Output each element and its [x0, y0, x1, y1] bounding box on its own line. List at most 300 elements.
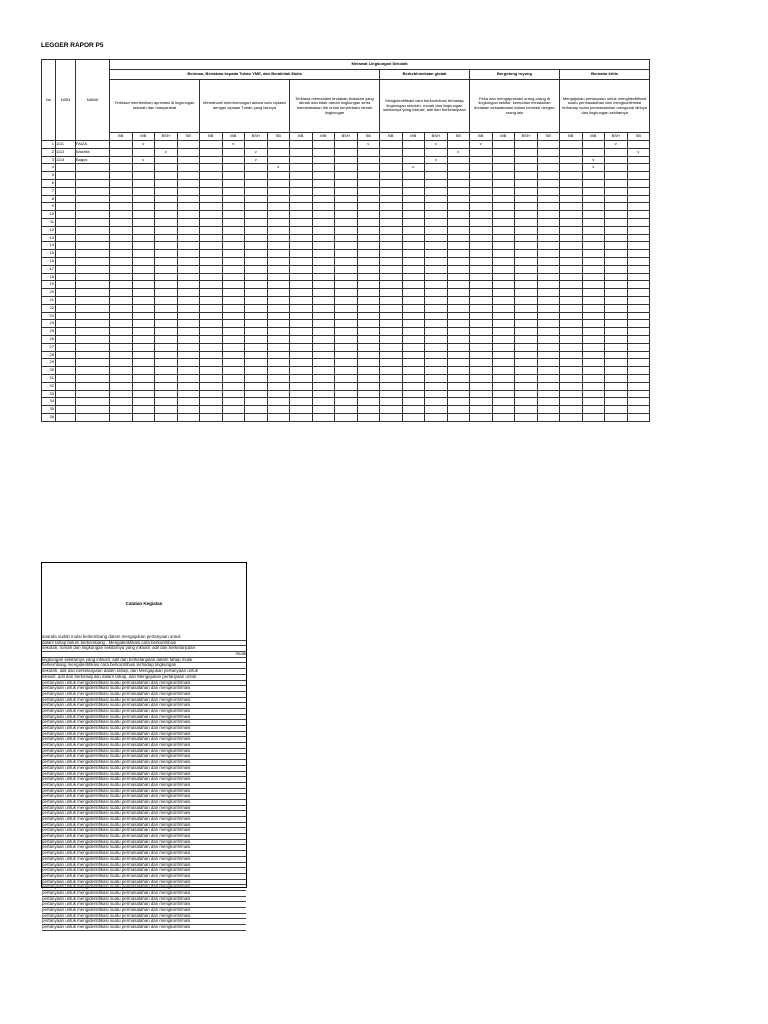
cell-mark [380, 312, 403, 320]
cell-mark [110, 242, 133, 250]
cell-mark [425, 320, 448, 328]
header-no: No [42, 60, 56, 141]
cell-mark [357, 164, 380, 172]
cell-mark [402, 312, 425, 320]
note-line: pertanyaan untuk mengidentifikasi suatu permasalahan dan mengkonfirmasi [42, 703, 246, 709]
cell-mark [627, 335, 650, 343]
cell-mark [245, 398, 268, 406]
cell-nisn [56, 320, 76, 328]
cell-mark [290, 335, 313, 343]
cell-mark [177, 242, 200, 250]
cell-mark [357, 374, 380, 382]
note-line: pertanyaan untuk mengidentifikasi suatu permasalahan dan mengkonfirmasi [42, 692, 246, 698]
cell-mark [290, 265, 313, 273]
cell-nisn [56, 172, 76, 180]
cell-mark [222, 234, 245, 242]
cell-mark [222, 242, 245, 250]
cell-mark [402, 273, 425, 281]
note-line: pertanyaan untuk mengidentifikasi suatu permasalahan dan mengkonfirmasi [42, 828, 246, 834]
cell-mark [515, 359, 538, 367]
table-row [42, 328, 650, 336]
cell-mark [222, 273, 245, 281]
cell-mark [627, 195, 650, 203]
cell-nisn [56, 359, 76, 367]
cell-mark [470, 406, 493, 414]
cell-mark [470, 218, 493, 226]
cell-mark [200, 141, 223, 149]
cell-mark [560, 312, 583, 320]
cell-mark [357, 234, 380, 242]
cell-mark [312, 343, 335, 351]
cell-mark [245, 226, 268, 234]
cell-mark [447, 351, 470, 359]
cell-mark [560, 406, 583, 414]
cell-mark [447, 335, 470, 343]
cell-mark [447, 328, 470, 336]
cell-no: 35 [42, 406, 56, 414]
cell-mark [470, 343, 493, 351]
cell-nama [76, 343, 110, 351]
cell-mark [402, 187, 425, 195]
cell-mark [222, 187, 245, 195]
note-line: pertanyaan untuk mengidentifikasi suatu permasalahan dan mengkonfirmasi [42, 919, 246, 925]
cell-nisn: 1111 [56, 141, 76, 149]
cell-mark [245, 296, 268, 304]
cell-mark [627, 304, 650, 312]
cell-mark [177, 156, 200, 164]
cell-mark [627, 234, 650, 242]
cell-mark [177, 413, 200, 421]
cell-mark [605, 335, 628, 343]
cell-mark [110, 367, 133, 375]
cell-mark [155, 141, 178, 149]
cell-mark [470, 273, 493, 281]
cell-no: 34 [42, 398, 56, 406]
note-line: pertanyaan untuk mengidentifikasi suatu permasalahan dan mengkonfirmasi [42, 777, 246, 783]
cell-mark [605, 234, 628, 242]
cell-mark [537, 148, 560, 156]
cell-mark [110, 413, 133, 421]
cell-mark [267, 195, 290, 203]
cell-mark [425, 382, 448, 390]
cell-mark [515, 195, 538, 203]
cell-mark [177, 141, 200, 149]
cell-mark [425, 374, 448, 382]
cell-no: 19 [42, 281, 56, 289]
cell-mark [200, 312, 223, 320]
cell-mark [537, 351, 560, 359]
cell-mark [627, 351, 650, 359]
cell-mark [447, 234, 470, 242]
header-level: BB [110, 133, 133, 141]
cell-mark [560, 148, 583, 156]
cell-mark [627, 218, 650, 226]
cell-mark [200, 148, 223, 156]
cell-mark [515, 265, 538, 273]
cell-mark [605, 273, 628, 281]
cell-mark [245, 281, 268, 289]
cell-mark [380, 195, 403, 203]
notes-title: Catatan Kegiatan [125, 601, 163, 606]
cell-nisn [56, 242, 76, 250]
cell-mark [290, 218, 313, 226]
cell-mark [515, 390, 538, 398]
cell-mark [335, 390, 358, 398]
note-line: pertanyaan untuk mengidentifikasi suatu permasalahan dan mengkonfirmasi [42, 925, 246, 931]
cell-mark [425, 273, 448, 281]
cell-mark [492, 359, 515, 367]
cell-mark [267, 289, 290, 297]
cell-mark [222, 374, 245, 382]
cell-mark [537, 289, 560, 297]
cell-mark [335, 218, 358, 226]
cell-mark [380, 164, 403, 172]
cell-mark [312, 156, 335, 164]
cell-mark [380, 382, 403, 390]
note-line: lingkungan sekitarnya yang inklusif, adil dan berkelanjutan dalam tahap mulai [42, 658, 246, 664]
cell-mark [605, 257, 628, 265]
header-dimension: Berkebhinekaan global [380, 70, 470, 80]
cell-mark [132, 328, 155, 336]
cell-mark [537, 304, 560, 312]
cell-mark [177, 187, 200, 195]
cell-mark [155, 367, 178, 375]
cell-mark [177, 289, 200, 297]
cell-mark [470, 312, 493, 320]
cell-mark [605, 304, 628, 312]
cell-mark [627, 281, 650, 289]
cell-mark [605, 218, 628, 226]
table-row [42, 148, 650, 156]
cell-mark [155, 359, 178, 367]
cell-mark [110, 320, 133, 328]
table-row [42, 179, 650, 187]
cell-mark [605, 242, 628, 250]
cell-mark [515, 343, 538, 351]
cell-no: 13 [42, 234, 56, 242]
cell-mark [515, 250, 538, 258]
cell-nama [76, 257, 110, 265]
cell-mark [245, 234, 268, 242]
cell-mark [335, 156, 358, 164]
cell-mark [515, 413, 538, 421]
cell-mark [560, 203, 583, 211]
cell-mark [582, 390, 605, 398]
cell-mark [447, 156, 470, 164]
cell-mark [357, 187, 380, 195]
cell-mark [627, 226, 650, 234]
cell-mark [357, 211, 380, 219]
table-row [42, 195, 650, 203]
cell-no: 21 [42, 296, 56, 304]
cell-mark [312, 218, 335, 226]
cell-mark [177, 328, 200, 336]
table-row [42, 164, 650, 172]
cell-mark [515, 289, 538, 297]
header-level: SB [177, 133, 200, 141]
cell-mark [177, 164, 200, 172]
cell-mark [492, 273, 515, 281]
note-line: pertanyaan untuk mengidentifikasi suatu permasalahan dan mengkonfirmasi [42, 845, 246, 851]
cell-mark [312, 172, 335, 180]
cell-mark [290, 141, 313, 149]
cell-no: 12 [42, 226, 56, 234]
note-line: pertanyaan untuk mengidentifikasi suatu permasalahan dan mengkonfirmasi [42, 766, 246, 772]
cell-mark [245, 164, 268, 172]
cell-mark [357, 242, 380, 250]
cell-mark [110, 390, 133, 398]
cell-mark [627, 242, 650, 250]
cell-mark [402, 203, 425, 211]
cell-nama [76, 172, 110, 180]
cell-mark [515, 148, 538, 156]
notes-lines [42, 635, 246, 931]
cell-mark [155, 211, 178, 219]
cell-mark [267, 156, 290, 164]
cell-mark [582, 320, 605, 328]
cell-nisn [56, 312, 76, 320]
note-line: pertanyaan untuk mengidentifikasi suatu permasalahan dan mengkonfirmasi [42, 698, 246, 704]
cell-mark [245, 273, 268, 281]
cell-nisn: 1114 [56, 156, 76, 164]
cell-mark [200, 374, 223, 382]
cell-mark [267, 211, 290, 219]
cell-mark [245, 179, 268, 187]
cell-mark [560, 320, 583, 328]
cell-mark [447, 179, 470, 187]
header-dimension: Bergotong royong [470, 70, 560, 80]
cell-mark [132, 367, 155, 375]
cell-mark [470, 172, 493, 180]
cell-mark [177, 312, 200, 320]
cell-mark [582, 281, 605, 289]
cell-mark [515, 304, 538, 312]
cell-mark [155, 242, 178, 250]
cell-mark [605, 289, 628, 297]
cell-mark [357, 148, 380, 156]
cell-mark [267, 312, 290, 320]
cell-mark [155, 250, 178, 258]
cell-mark [290, 413, 313, 421]
note-line: pertanyaan untuk mengidentifikasi suatu permasalahan dan mengkonfirmasi [42, 823, 246, 829]
cell-mark [132, 226, 155, 234]
cell-mark [110, 406, 133, 414]
cell-mark [447, 265, 470, 273]
note-line: pertanyaan untuk mengidentifikasi suatu permasalahan dan mengkonfirmasi [42, 783, 246, 789]
cell-mark [177, 382, 200, 390]
cell-mark [110, 179, 133, 187]
cell-mark [335, 328, 358, 336]
cell-mark [312, 226, 335, 234]
cell-nisn [56, 289, 76, 297]
cell-nisn [56, 382, 76, 390]
cell-mark [537, 359, 560, 367]
cell-mark [335, 265, 358, 273]
cell-mark [222, 398, 245, 406]
cell-mark [582, 226, 605, 234]
note-line: pertanyaan untuk mengidentifikasi suatu permasalahan dan mengkonfirmasi [42, 743, 246, 749]
cell-mark [110, 257, 133, 265]
cell-mark [492, 148, 515, 156]
cell-no: 3 [42, 156, 56, 164]
cell-mark [290, 164, 313, 172]
cell-mark [245, 374, 268, 382]
cell-mark [110, 343, 133, 351]
cell-mark [200, 413, 223, 421]
cell-nisn [56, 351, 76, 359]
cell-mark [290, 242, 313, 250]
cell-nisn [56, 328, 76, 336]
cell-mark [380, 335, 403, 343]
cell-mark [582, 343, 605, 351]
cell-mark [290, 398, 313, 406]
cell-mark [605, 172, 628, 180]
cell-mark [425, 335, 448, 343]
cell-mark [425, 179, 448, 187]
cell-mark [560, 289, 583, 297]
cell-mark [402, 281, 425, 289]
note-line: pertanyaan untuk mengidentifikasi suatu permasalahan dan mengkonfirmasi [42, 851, 246, 857]
cell-mark [402, 289, 425, 297]
cell-mark [335, 312, 358, 320]
cell-mark [470, 296, 493, 304]
cell-mark [155, 398, 178, 406]
cell-nama [76, 328, 110, 336]
cell-mark [492, 226, 515, 234]
cell-mark [200, 257, 223, 265]
header-level: SB [627, 133, 650, 141]
cell-no: 33 [42, 390, 56, 398]
cell-mark [290, 328, 313, 336]
cell-mark [492, 406, 515, 414]
table-row [42, 382, 650, 390]
cell-no: 27 [42, 343, 56, 351]
cell-mark [447, 382, 470, 390]
table-row [42, 242, 650, 250]
cell-mark [582, 398, 605, 406]
header-subelement: Mengidentifikasi cara berkontribusi terhadap lingkungan sekolah, rumah dan lingkungan sekitarnya yang inklusif, adil dan berkelanjutan [380, 80, 470, 133]
cell-mark [155, 413, 178, 421]
cell-mark [380, 179, 403, 187]
cell-mark [605, 328, 628, 336]
cell-mark [290, 351, 313, 359]
cell-mark [222, 226, 245, 234]
cell-mark [582, 242, 605, 250]
cell-mark [222, 335, 245, 343]
cell-mark [380, 296, 403, 304]
cell-mark [402, 156, 425, 164]
cell-mark [177, 203, 200, 211]
cell-mark [492, 304, 515, 312]
cell-mark [312, 187, 335, 195]
cell-mark [380, 398, 403, 406]
cell-mark [312, 141, 335, 149]
cell-no: 31 [42, 374, 56, 382]
cell-nama [76, 367, 110, 375]
cell-mark [222, 359, 245, 367]
note-line: pertanyaan untuk mengidentifikasi suatu permasalahan dan mengkonfirmasi [42, 817, 246, 823]
cell-mark [312, 374, 335, 382]
document-title: LEGGER RAPOR P5 [41, 42, 104, 49]
cell-mark [177, 359, 200, 367]
cell-mark [245, 359, 268, 367]
cell-mark [155, 226, 178, 234]
cell-mark [582, 234, 605, 242]
cell-mark [537, 179, 560, 187]
cell-nama [76, 265, 110, 273]
cell-mark [200, 328, 223, 336]
cell-mark [200, 242, 223, 250]
note-line: pertanyaan untuk mengidentifikasi suatu permasalahan dan mengkonfirmasi [42, 789, 246, 795]
cell-mark [470, 211, 493, 219]
cell-mark [627, 382, 650, 390]
cell-mark [110, 195, 133, 203]
cell-mark [447, 343, 470, 351]
cell-mark [402, 141, 425, 149]
header-level: MB [132, 133, 155, 141]
cell-mark [402, 320, 425, 328]
cell-mark [402, 398, 425, 406]
cell-mark [380, 328, 403, 336]
cell-mark [380, 289, 403, 297]
cell-mark [560, 265, 583, 273]
cell-nama: Wachfa [76, 148, 110, 156]
cell-mark [222, 281, 245, 289]
cell-nisn [56, 203, 76, 211]
cell-mark [582, 413, 605, 421]
cell-mark [155, 164, 178, 172]
cell-mark [492, 312, 515, 320]
cell-mark [245, 172, 268, 180]
cell-mark [627, 203, 650, 211]
cell-mark [560, 335, 583, 343]
cell-mark [110, 156, 133, 164]
cell-mark [312, 406, 335, 414]
header-project: Merawat Lingkungan Sekolah [110, 60, 650, 70]
cell-mark [312, 413, 335, 421]
table-row [42, 156, 650, 164]
cell-mark [312, 312, 335, 320]
cell-no: 23 [42, 312, 56, 320]
cell-mark [335, 179, 358, 187]
cell-mark [357, 320, 380, 328]
cell-mark [155, 218, 178, 226]
header-level: BB [290, 133, 313, 141]
table-row [42, 406, 650, 414]
cell-mark [380, 257, 403, 265]
cell-mark [515, 374, 538, 382]
cell-nama [76, 359, 110, 367]
table-row [42, 320, 650, 328]
cell-mark [155, 335, 178, 343]
cell-mark [222, 343, 245, 351]
cell-mark [357, 328, 380, 336]
cell-mark [560, 413, 583, 421]
cell-mark [447, 203, 470, 211]
header-level: BSH [335, 133, 358, 141]
cell-mark [245, 218, 268, 226]
cell-mark [492, 242, 515, 250]
cell-mark [245, 141, 268, 149]
cell-mark [560, 226, 583, 234]
cell-mark [155, 304, 178, 312]
cell-mark [222, 257, 245, 265]
cell-mark [312, 296, 335, 304]
cell-mark [155, 312, 178, 320]
cell-mark [537, 281, 560, 289]
cell-mark [132, 390, 155, 398]
cell-mark [177, 304, 200, 312]
